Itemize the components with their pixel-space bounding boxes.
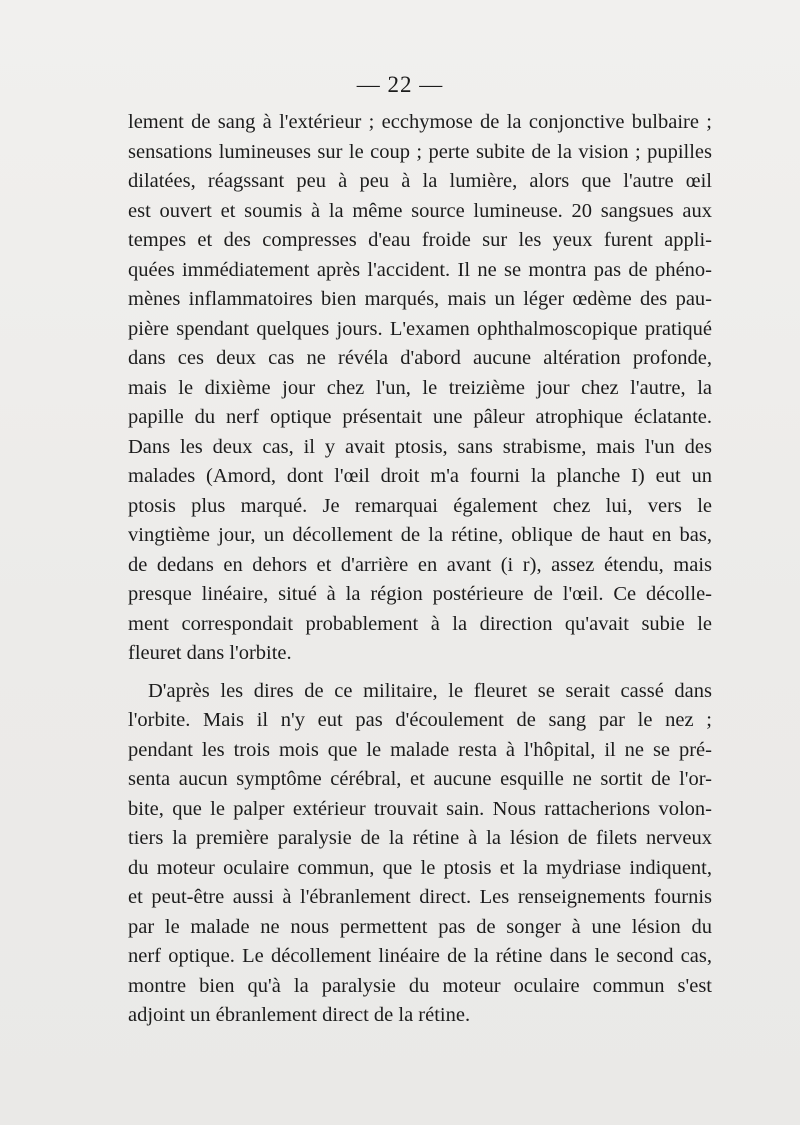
text-line: dans ces deux cas ne révéla d'abord aucune altération profonde, bbox=[128, 347, 712, 369]
text-line: malades (Amord, dont l'œil droit m'a fourni la planche I) eut un bbox=[128, 465, 712, 487]
text-line: montre bien qu'à la paralysie du moteur oculaire commun s'est bbox=[128, 974, 712, 997]
text-line: de dedans en dehors et d'arrière en avant (i r), assez étendu, mais bbox=[128, 553, 712, 576]
text-line: ptosis plus marqué. Je remarquai également chez lui, vers le bbox=[128, 494, 712, 517]
text-line: adjoint un ébranlement direct de la rétine. bbox=[128, 1004, 471, 1026]
text-line: quées immédiatement après l'accident. Il ne se montra pas de phéno- bbox=[128, 258, 712, 281]
text-line: et peut-être aussi à l'ébranlement direct. Les renseignements fournis bbox=[128, 886, 712, 908]
text-line: tiers la première paralysie de la rétine à la lésion de filets nerveux bbox=[128, 827, 712, 849]
text-line: dilatées, réagssant peu à peu à la lumière, alors que l'autre œil bbox=[128, 170, 712, 192]
text-line: presque linéaire, situé à la région postérieure de l'œil. Ce décolle- bbox=[128, 583, 712, 605]
text-line: nerf optique. Le décollement linéaire de la rétine dans le second cas, bbox=[128, 945, 712, 967]
text-line: fleuret dans l'orbite. bbox=[128, 642, 292, 664]
text-line: par le malade ne nous permettent pas de songer à une lésion du bbox=[128, 915, 712, 938]
body-text bbox=[128, 108, 712, 1031]
page-number: — 22 — bbox=[356, 72, 444, 97]
text-line: pendant les trois mois que le malade resta à l'hôpital, il ne se pré- bbox=[128, 738, 712, 761]
text-line: ment correspondait probablement à la direction qu'avait subie le bbox=[128, 612, 712, 635]
text-line: vingtième jour, un décollement de la rétine, oblique de haut en bas, bbox=[128, 524, 712, 546]
text-line: mènes inflammatoires bien marqués, mais un léger œdème des pau- bbox=[128, 288, 712, 310]
paragraph-1 bbox=[128, 108, 712, 669]
text-line: sensations lumineuses sur le coup ; perte subite de la vision ; pupilles bbox=[128, 140, 712, 163]
text-line: pière spendant quelques jours. L'examen ophthalmoscopique pratiqué bbox=[128, 317, 712, 340]
text-line: D'après les dires de ce militaire, le fleuret se serait cassé dans bbox=[148, 679, 712, 702]
text-line: lement de sang à l'extérieur ; ecchymose de la conjonctive bulbaire ; bbox=[128, 111, 712, 133]
text-line: bite, que le palper extérieur trouvait sain. Nous rattacherions volon- bbox=[128, 797, 712, 820]
paragraph-2 bbox=[128, 677, 712, 1031]
text-line: du moteur oculaire commun, que le ptosis et la mydriase indiquent, bbox=[128, 856, 712, 879]
text-line: papille du nerf optique présentait une pâleur atrophique éclatante. bbox=[128, 406, 712, 428]
text-line: senta aucun symptôme cérébral, et aucune esquille ne sortit de l'or- bbox=[128, 768, 712, 790]
text-line: l'orbite. Mais il n'y eut pas d'écoulement de sang par le nez ; bbox=[128, 709, 712, 731]
text-line: mais le dixième jour chez l'un, le treizième jour chez l'autre, la bbox=[128, 376, 712, 399]
text-line: est ouvert et soumis à la même source lumineuse. 20 sangsues aux bbox=[128, 199, 712, 222]
text-line: tempes et des compresses d'eau froide sur les yeux furent appli- bbox=[128, 229, 712, 251]
text-line: Dans les deux cas, il y avait ptosis, sans strabisme, mais l'un des bbox=[128, 435, 712, 458]
paragraph-gap bbox=[128, 669, 712, 677]
